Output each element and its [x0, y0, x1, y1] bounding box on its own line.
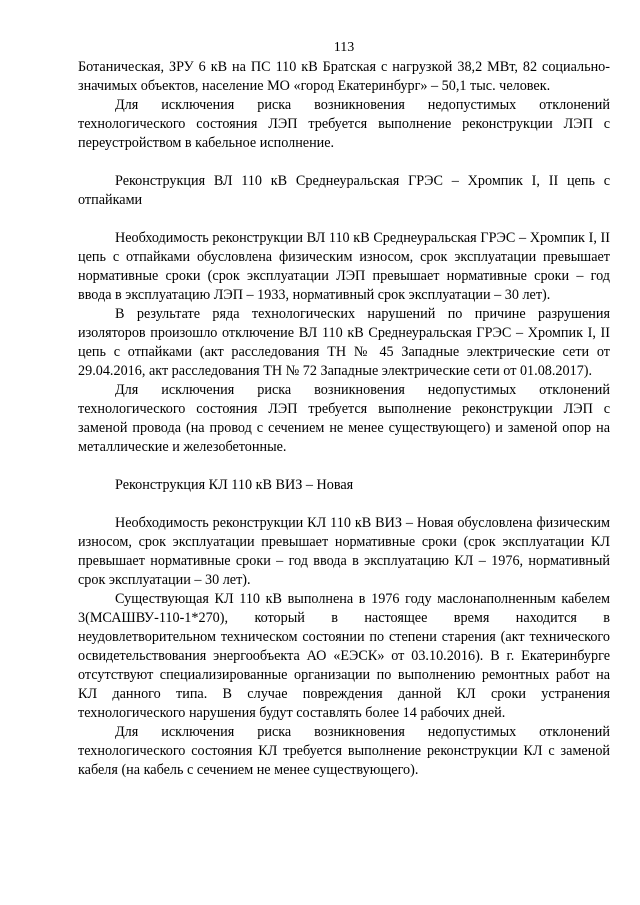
section-heading-kl-110: Реконструкция КЛ 110 кВ ВИЗ – Новая: [115, 477, 354, 493]
paragraph-necessity-kl: Необходимость реконструкции КЛ 110 кВ ВИЗ – Новая обусловлена физическим износом, срок эксплуатации превышает нормативные сроки (срок эксплуатации КЛ превышает нормативные сроки – год ввода в эксплуатацию КЛ – 1976, нормативный срок эксплуатации – 30 лет).: [78, 515, 610, 588]
page-number: 113: [333, 40, 355, 55]
paragraph-risk-cable: Для исключения риска возникновения недопустимых отклонений технологического состояния ЛЭП требуется выполнение реконструкции ЛЭП с переустройством в кабельное исполнение.: [78, 97, 610, 151]
paragraph-existing-kl: Существующая КЛ 110 кВ выполнена в 1976 году маслонаполненным кабелем 3(МСАШВУ-110-1*270), который в настоящее время находится в неудовлетворительном техническом состоянии по степени старения (акт технического освидетельствования энергообъекта АО «ЕЭСК» от 03.10.2016). В г. Екатеринбурге отсутствуют специализированные организации по выполнению ремонтных работ на КЛ данного типа. В случае повреждения данной КЛ сроки устранения технологического нарушения будут составлять более 14 рабочих дней.: [78, 591, 610, 721]
paragraph-necessity-vl: Необходимость реконструкции ВЛ 110 кВ Среднеуральская ГРЭС – Хромпик I, II цепь с отпайками обусловлена физическим износом, срок эксплуатации превышает нормативные сроки (срок эксплуатации ЛЭП превышает нормативные сроки – год ввода в эксплуатацию ЛЭП – 1933, нормативный срок эксплуатации – 30 лет).: [78, 230, 610, 303]
paragraph-risk-kl: Для исключения риска возникновения недопустимых отклонений технологического состояния КЛ требуется выполнение реконструкции КЛ с заменой кабеля (на кабель с сечением не менее существующего).: [78, 724, 610, 778]
spacer: [78, 210, 610, 229]
paragraph-risk-wire: Для исключения риска возникновения недопустимых отклонений технологического состояния ЛЭП требуется выполнение реконструкции ЛЭП с заменой провода (на провод с сечением не менее существующего) и заменой опор на металлические и железобетонные.: [78, 382, 610, 455]
section-heading-vl-110: Реконструкция ВЛ 110 кВ Среднеуральская ГРЭС – Хромпик I, II цепь с отпайками: [78, 173, 610, 208]
paragraph-continuation: Ботаническая, ЗРУ 6 кВ на ПС 110 кВ Братская с нагрузкой 38,2 МВт, 82 социально-значимых объектов, население МО «город Екатеринбург» – 50,1 тыс. человек.: [78, 59, 610, 94]
spacer: [78, 153, 610, 172]
spacer: [78, 457, 610, 476]
paragraph-incidents: В результате ряда технологических нарушений по причине разрушения изоляторов произошло отключение ВЛ 110 кВ Среднеуральская ГРЭС – Хромпик I, II цепь с отпайками (акт расследования ТН № 45 Западные электрические сети от 29.04.2016, акт расследования ТН № 72 Западные электрические сети от 01.08.2017).: [78, 306, 610, 379]
spacer: [78, 495, 610, 514]
document-page: [78, 38, 610, 780]
